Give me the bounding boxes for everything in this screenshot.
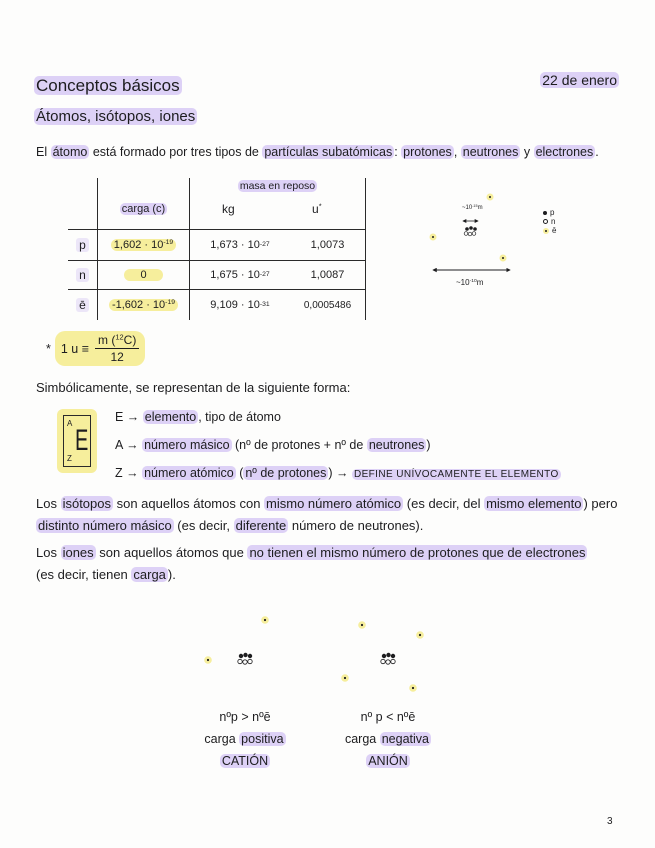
text-run: Los	[36, 496, 61, 511]
anion-atom	[341, 621, 424, 692]
neutron	[381, 659, 385, 663]
electron	[500, 255, 507, 262]
proton	[243, 653, 247, 657]
particle-legend	[543, 208, 556, 235]
electron	[358, 621, 366, 629]
electron-dot-icon	[543, 228, 549, 234]
header-mass-cell	[190, 178, 366, 230]
highlighted-text: no tienen el mismo número de protones que de electrones	[249, 545, 586, 560]
highlighted-text: diferente	[235, 518, 287, 533]
neutron	[468, 232, 472, 236]
title-text: Conceptos básicos	[36, 76, 180, 95]
atom-size-prefix: ~10	[456, 278, 470, 287]
proton	[469, 226, 473, 230]
footnote-asterisk: *	[46, 341, 51, 356]
charge-value	[124, 269, 162, 281]
mass-kg-base: 9,109 · 10	[210, 299, 260, 311]
definition-mass-number	[115, 438, 431, 452]
header-charge-cell	[98, 178, 190, 230]
text-run: .	[595, 145, 599, 159]
text-run: número de neutrones).	[288, 518, 424, 533]
section-subtitle	[34, 108, 197, 125]
charge-value	[111, 239, 176, 251]
fraction	[95, 333, 139, 364]
highlighted-text: positiva	[241, 732, 284, 746]
text-run: ) →	[328, 466, 352, 480]
highlighted-text: distinto número másico	[38, 518, 172, 533]
legend-item-proton	[543, 208, 556, 217]
highlighted-text: mismo número atómico	[266, 496, 402, 511]
text-run: ).	[167, 567, 176, 582]
text-run: Z →	[115, 466, 143, 480]
mass-kg-base: 1,673 · 10	[210, 239, 260, 251]
charge-cell	[98, 261, 190, 290]
text-run: (es decir, tienen	[36, 567, 132, 582]
text-run: está formado por tres tipos de	[89, 145, 263, 159]
neutron-ring-icon	[543, 219, 548, 224]
atomic-number-symbol: Z	[67, 454, 72, 463]
charge-cell	[98, 230, 190, 261]
isotopes-line	[36, 496, 617, 511]
text-run: ,	[453, 145, 461, 159]
charge-base: 0	[140, 269, 147, 281]
cation-atom	[204, 616, 269, 664]
definition-element	[115, 410, 281, 424]
highlighted-text: neutrones	[462, 145, 519, 159]
charge-base: -1,602 · 10	[111, 299, 166, 311]
intro-sentence	[36, 145, 599, 159]
electron	[204, 656, 212, 664]
page-title	[34, 76, 182, 96]
charge-cell	[98, 290, 190, 320]
highlighted-text: isótopos	[62, 496, 111, 511]
mass-u-value: 0,0005486	[303, 299, 352, 311]
unit-lhs: 1 u ≡	[60, 341, 90, 356]
row-label-neutron	[68, 261, 98, 290]
text-run: El	[36, 145, 51, 159]
cation-name: CATIÓN	[221, 754, 269, 768]
mass-u-value: 1,0087	[310, 269, 345, 281]
text-run: (nº de protones + nº de	[231, 438, 367, 452]
atom-size-unit: m	[476, 278, 484, 287]
table-corner	[68, 178, 98, 230]
text-run: y	[520, 145, 534, 159]
highlighted-text: iones	[62, 545, 94, 560]
nucleus-size-prefix: ~10	[462, 205, 473, 211]
mass-kg-base: 1,675 · 10	[210, 269, 260, 281]
electron	[261, 616, 269, 624]
element-symbol: E	[75, 424, 89, 458]
cation-charge	[190, 728, 300, 750]
neutron	[243, 660, 247, 664]
text-run: A →	[115, 438, 143, 452]
symbolic-intro: Simbólicamente, se representan de la siguiente forma:	[36, 380, 351, 395]
row-label-electron	[68, 290, 98, 320]
particle-symbol: p	[76, 238, 89, 252]
nucleus	[381, 653, 395, 664]
ion-atoms-diagram	[180, 600, 440, 700]
text-run: son aquellos átomos con	[113, 496, 265, 511]
header-u-unit: u	[312, 202, 319, 216]
mass-kg-cell: 1,675 · 10 -27	[190, 261, 290, 290]
highlighted-text: protones	[403, 145, 452, 159]
electron	[409, 684, 417, 692]
highlighted-text: partículas subatómicas	[264, 145, 393, 159]
unit-definition-highlight	[55, 331, 145, 366]
highlighted-text: carga	[133, 567, 166, 582]
legend-item-neutron	[543, 217, 556, 226]
highlighted-text: electrones	[535, 145, 594, 159]
header-rest-mass: masa en reposo	[239, 180, 316, 192]
atom-size-label	[456, 278, 483, 287]
highlighted-text: mismo elemento	[486, 496, 582, 511]
proton	[465, 227, 469, 231]
atom-scale-diagram	[420, 185, 520, 280]
numerator-prefix: m (	[98, 333, 116, 347]
proton	[473, 227, 477, 231]
text-run: (es decir,	[173, 518, 234, 533]
anion-label	[333, 706, 443, 772]
anion-name: ANIÓN	[368, 754, 408, 768]
row-label-proton	[68, 230, 98, 261]
mass-u-value: 1,0073	[310, 239, 345, 251]
header-kg: kg	[222, 202, 235, 216]
page-number: 3	[607, 816, 613, 827]
nucleus	[238, 653, 252, 664]
nucleus-size-label	[462, 205, 483, 211]
text-run: )	[426, 438, 431, 452]
cation-name-wrap	[190, 750, 300, 772]
ions-line	[36, 545, 587, 560]
nuclide-notation-box	[63, 415, 91, 467]
electron	[487, 194, 494, 201]
highlighted-text: número atómico	[144, 466, 234, 480]
atomic-mass-unit-definition	[46, 331, 145, 366]
legend-item-electron	[543, 226, 556, 235]
highlighted-text: átomo	[52, 145, 88, 159]
header-rest-mass-wrap	[190, 180, 365, 192]
isotope-symbol: C	[123, 333, 133, 347]
neutron	[472, 232, 476, 236]
highlighted-text: número másico	[144, 438, 230, 452]
text-run: (	[235, 466, 244, 480]
highlighted-text: neutrones	[368, 438, 425, 452]
header-mass-units	[190, 202, 365, 216]
subtitle-text: Átomos, isótopos, iones	[36, 108, 196, 125]
anion-name-wrap	[333, 750, 443, 772]
text-run: , tipo de átomo	[198, 410, 281, 424]
mass-u-cell	[290, 261, 366, 290]
atom-size-exp: -10	[469, 279, 477, 285]
legend-label: ē	[552, 226, 557, 235]
mass-u-cell	[290, 290, 366, 320]
header-u	[290, 202, 322, 216]
highlighted-text: DEFINE UNÍVOCAMENTE EL ELEMENTO	[353, 469, 559, 480]
legend-label: p	[550, 208, 555, 217]
charge-exp: -19	[163, 238, 174, 246]
header-charge: carga (c)	[121, 203, 166, 215]
highlighted-text: elemento	[144, 410, 197, 424]
proton	[391, 654, 395, 658]
neutron	[386, 660, 390, 664]
mass-number-symbol: A	[67, 419, 73, 428]
mass-kg-cell: 9,109 · 10 -31	[210, 299, 270, 311]
text-run: :	[394, 145, 402, 159]
ions-line	[36, 567, 176, 582]
header-u-footnote-mark: *	[318, 201, 322, 211]
text-run: carga	[344, 732, 380, 746]
legend-label: n	[551, 217, 556, 226]
proton	[386, 653, 390, 657]
charge-value	[109, 299, 178, 311]
nucleus	[464, 226, 477, 236]
mass-kg-cell: 1,673 · 10 -27	[190, 230, 290, 261]
charge-base: 1,602 · 10	[113, 239, 164, 251]
highlighted-text: nº de protones	[245, 466, 327, 480]
neutron	[464, 232, 468, 236]
proton	[248, 654, 252, 658]
date-text: 22 de enero	[542, 72, 617, 88]
cation-relation: nºp > nºē	[219, 710, 271, 724]
anion-relation: nº p < nºē	[360, 710, 416, 724]
anion-charge	[333, 728, 443, 750]
date-label	[540, 72, 619, 88]
proton-dot-icon	[543, 211, 547, 215]
text-run: carga	[204, 732, 240, 746]
particle-symbol: n	[76, 268, 89, 282]
neutron	[391, 659, 395, 663]
electron	[416, 631, 424, 639]
numerator-suffix: )	[132, 333, 137, 347]
electron	[341, 674, 349, 682]
particles-table	[68, 178, 366, 320]
definition-atomic-number	[115, 466, 561, 480]
text-run: (es decir, del	[403, 496, 485, 511]
proton	[239, 654, 243, 658]
text-run: Los	[36, 545, 61, 560]
nucleus-size-exp: -15	[472, 203, 478, 208]
nucleus-size-unit: m	[477, 205, 483, 211]
charge-exp: -19	[165, 298, 176, 306]
neutron	[238, 659, 242, 663]
text-run: son aquellos átomos que	[95, 545, 248, 560]
fraction-denominator: 12	[110, 350, 124, 364]
particle-symbol: ē	[76, 298, 89, 312]
isotope-mass-number: 12	[115, 332, 124, 342]
isotopes-line	[36, 518, 423, 533]
mass-u-cell	[290, 230, 366, 261]
proton	[382, 654, 386, 658]
text-run: ) pero	[583, 496, 618, 511]
text-run: E →	[115, 410, 143, 424]
cation-label	[190, 706, 300, 772]
fraction-numerator	[95, 333, 139, 349]
electron	[430, 234, 437, 241]
highlighted-text: negativa	[381, 732, 429, 746]
neutron	[248, 659, 252, 663]
